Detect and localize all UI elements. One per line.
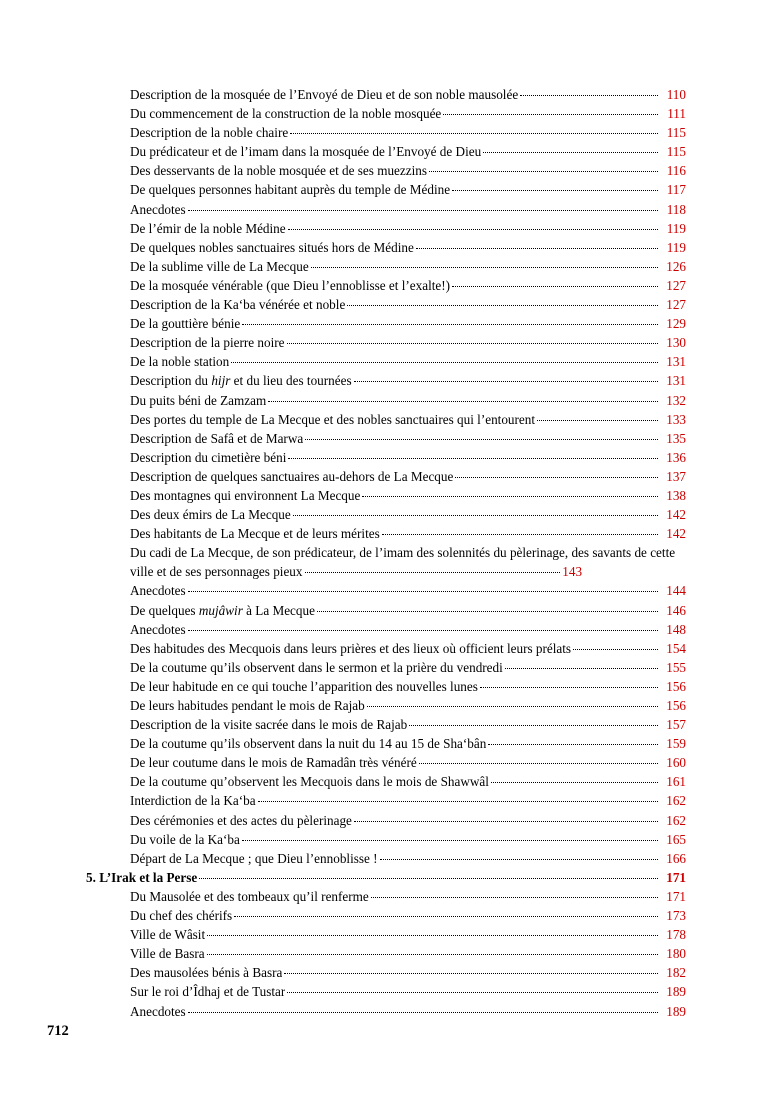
toc-entry[interactable] <box>86 925 686 944</box>
toc-page-number: 142 <box>666 507 686 523</box>
toc-leader-dots <box>199 878 658 879</box>
toc-entry-label: De quelques nobles sanctuaires situés hors de Médine <box>130 239 414 255</box>
toc-page-number: 180 <box>666 946 686 962</box>
toc-entry-label: De la coutume qu’ils observent dans le sermon et la prière du vendredi <box>130 659 503 675</box>
toc-leader-dots <box>354 821 658 822</box>
toc-entry[interactable] <box>86 371 686 390</box>
toc-leader-dots <box>380 859 658 860</box>
toc-entry[interactable] <box>86 391 686 410</box>
toc-entry[interactable] <box>86 944 686 963</box>
toc-entry[interactable] <box>86 581 686 600</box>
toc-entry[interactable] <box>86 734 686 753</box>
toc-entry-label: Départ de La Mecque ; que Dieu l’ennoblisse ! <box>130 850 378 866</box>
toc-page-number: 160 <box>666 755 686 771</box>
toc-leader-dots <box>188 591 658 592</box>
toc-leader-dots <box>488 744 658 745</box>
toc-entry[interactable] <box>86 85 686 104</box>
toc-leader-dots <box>520 95 658 96</box>
toc-entry-label: Du voile de la Ka‘ba <box>130 831 240 847</box>
toc-page-number: 173 <box>666 908 686 924</box>
toc-page-number: 143 <box>562 564 583 580</box>
toc-entry[interactable] <box>86 696 686 715</box>
toc-entry-label: Description du hijr et du lieu des tournées <box>130 373 352 389</box>
toc-page-number: 178 <box>666 927 686 943</box>
toc-leader-dots <box>207 954 658 955</box>
toc-entry-label: De l’émir de la noble Médine <box>130 220 286 236</box>
toc-page-number: 162 <box>666 812 686 828</box>
toc-leader-dots <box>287 343 658 344</box>
toc-entry[interactable] <box>86 620 686 639</box>
toc-entry-label: Anecdotes <box>130 621 186 637</box>
toc-page-number: 133 <box>666 411 686 427</box>
toc-leader-dots <box>317 611 658 612</box>
toc-entry[interactable] <box>86 467 686 486</box>
toc-leader-dots <box>480 687 658 688</box>
toc-section-entry[interactable] <box>86 868 686 887</box>
toc-leader-dots <box>284 973 658 974</box>
toc-page-number: 144 <box>666 583 686 599</box>
toc-entry[interactable] <box>86 219 686 238</box>
toc-leader-dots <box>419 763 658 764</box>
toc-leader-dots <box>371 897 658 898</box>
toc-entry[interactable] <box>86 543 686 581</box>
toc-entry-label: Interdiction de la Ka‘ba <box>130 793 256 809</box>
toc-page-number: 142 <box>666 526 686 542</box>
toc-entry[interactable] <box>86 963 686 982</box>
toc-page-number: 119 <box>666 220 686 236</box>
toc-entry[interactable] <box>86 1002 686 1021</box>
toc-entry[interactable] <box>86 200 686 219</box>
toc-leader-dots <box>416 248 658 249</box>
toc-page-number: 138 <box>666 487 686 503</box>
toc-page-number: 189 <box>666 1003 686 1019</box>
toc-page-number: 118 <box>666 201 686 217</box>
toc-page-number: 111 <box>667 106 686 122</box>
toc-leader-dots <box>288 229 658 230</box>
toc-entry[interactable] <box>86 639 686 658</box>
toc-entry-label: Du prédicateur et de l’imam dans la mosquée de l’Envoyé de Dieu <box>130 144 482 160</box>
toc-page-number: 127 <box>666 297 686 313</box>
toc-entry-label: 5. L’Irak et la Perse <box>86 869 198 885</box>
toc-entry-label: Anecdotes <box>130 1003 186 1019</box>
toc-page-number: 171 <box>666 869 686 885</box>
toc-page-number: 157 <box>666 717 686 733</box>
toc-leader-dots <box>452 190 658 191</box>
toc-page-number: 155 <box>666 659 686 675</box>
toc-entry[interactable] <box>86 238 686 257</box>
toc-leader-dots <box>505 668 658 669</box>
toc-entry[interactable] <box>86 448 686 467</box>
toc-entry-label: De leur habitude en ce qui touche l’apparition des nouvelles lunes <box>130 678 478 694</box>
toc-entry-label: Description de Safâ et de Marwa <box>130 430 304 446</box>
toc-entry[interactable] <box>86 715 686 734</box>
toc-entry-label: De la sublime ville de La Mecque <box>130 258 309 274</box>
toc-leader-dots <box>288 458 658 459</box>
toc-page-number: 131 <box>666 373 686 389</box>
toc-entry-label: Des mausolées bénis à Basra <box>130 965 283 981</box>
toc-entry[interactable] <box>86 276 686 295</box>
toc-leader-dots <box>347 305 658 306</box>
toc-entry-label: Des habitants de La Mecque et de leurs mérites <box>130 526 380 542</box>
toc-entry-label: Description de la visite sacrée dans le mois de Rajab <box>130 717 408 733</box>
toc-leader-dots <box>242 324 658 325</box>
toc-entry-label: De leurs habitudes pendant le mois de Rajab <box>130 698 365 713</box>
toc-leader-dots <box>188 1012 658 1013</box>
toc-entry[interactable] <box>86 982 686 1001</box>
toc-entry[interactable] <box>86 811 686 830</box>
toc-entry[interactable] <box>86 677 686 696</box>
toc-page-number: 132 <box>666 392 686 408</box>
toc-entry[interactable] <box>86 314 686 333</box>
toc-page-number: 110 <box>666 87 686 102</box>
toc-page-number: 161 <box>666 774 686 790</box>
toc-leader-dots <box>409 725 658 726</box>
toc-entry-label: Des cérémonies et des actes du pèlerinage <box>130 812 352 828</box>
toc-page-number: 129 <box>666 316 686 332</box>
toc-entry[interactable] <box>86 505 686 524</box>
toc-page-number: 130 <box>666 335 686 351</box>
toc-entry[interactable] <box>86 123 686 142</box>
toc-entry[interactable] <box>86 410 686 429</box>
toc-leader-dots <box>305 439 658 440</box>
toc-leader-dots <box>234 916 658 917</box>
page-folio-number: 712 <box>47 1023 69 1039</box>
toc-leader-dots <box>290 133 658 134</box>
toc-page-number: 156 <box>666 678 686 694</box>
toc-leader-dots <box>452 286 658 287</box>
toc-leader-dots <box>258 801 658 802</box>
toc-page-number: 135 <box>666 430 686 446</box>
toc-page-number: 166 <box>666 850 686 866</box>
toc-leader-dots <box>305 572 561 573</box>
toc-entry-label: Description de la pierre noire <box>130 335 285 351</box>
toc-entry-label: De leur coutume dans le mois de Ramadân très vénéré <box>130 755 417 771</box>
toc-entry[interactable] <box>86 753 686 772</box>
toc-entry-label: De la gouttière bénie <box>130 316 241 332</box>
toc-page-number: 162 <box>666 793 686 809</box>
toc-entry-label: Description de la noble chaire <box>130 125 289 141</box>
toc-page-number: 119 <box>666 239 686 255</box>
toc-entry[interactable] <box>86 257 686 276</box>
toc-page-number: 182 <box>666 965 686 981</box>
toc-entry[interactable] <box>86 791 686 810</box>
toc-entry-label: Anecdotes <box>130 201 186 217</box>
toc-page-number: 116 <box>666 163 686 179</box>
toc-entry-label: Description de la Ka‘ba vénérée et noble <box>130 297 346 313</box>
toc-leader-dots <box>367 706 658 707</box>
toc-page-number: 126 <box>666 258 686 274</box>
toc-page-number: 136 <box>666 449 686 465</box>
toc-leader-dots <box>207 935 658 936</box>
toc-entry[interactable] <box>86 180 686 199</box>
toc-entry[interactable] <box>86 104 686 123</box>
toc-leader-dots <box>483 152 658 153</box>
toc-page-number: 189 <box>666 984 686 1000</box>
toc-page-number: 131 <box>666 354 686 370</box>
toc-entry[interactable] <box>86 830 686 849</box>
toc-entry-label: De quelques personnes habitant auprès du temple de Médine <box>130 182 451 198</box>
table-of-contents <box>86 85 686 1021</box>
toc-entry[interactable] <box>86 601 686 620</box>
toc-entry-label: De la mosquée vénérable (que Dieu l’ennoblisse et l’exalte!) <box>130 277 451 293</box>
toc-leader-dots <box>287 992 658 993</box>
toc-entry-label: Des portes du temple de La Mecque et des nobles sanctuaires qui l’entourent <box>130 411 536 427</box>
toc-page-number: 117 <box>666 182 686 198</box>
toc-leader-dots <box>231 362 658 363</box>
toc-leader-dots <box>443 114 658 115</box>
toc-entry-label: Description de quelques sanctuaires au-dehors de La Mecque <box>130 468 454 484</box>
toc-entry[interactable] <box>86 161 686 180</box>
toc-leader-dots <box>537 420 658 421</box>
toc-entry[interactable] <box>86 849 686 868</box>
toc-entry-label: Sur le roi d’Îdhaj et de Tustar <box>130 984 286 1000</box>
toc-entry-label: Des deux émirs de La Mecque <box>130 507 291 523</box>
toc-entry[interactable] <box>86 524 686 543</box>
toc-page-number: 137 <box>666 468 686 484</box>
toc-page-number: 148 <box>666 621 686 637</box>
toc-page-number: 127 <box>666 277 686 293</box>
toc-page-number: 159 <box>666 736 686 752</box>
toc-leader-dots <box>311 267 658 268</box>
toc-entry-label: De la noble station <box>130 354 230 370</box>
toc-leader-dots <box>242 840 658 841</box>
toc-page-number: 171 <box>666 888 686 904</box>
toc-entry-label: Ville de Basra <box>130 946 205 962</box>
toc-entry[interactable] <box>86 295 686 314</box>
toc-leader-dots <box>491 782 658 783</box>
toc-entry-label: De la coutume qu’ils observent dans la nuit du 14 au 15 de Sha‘bân <box>130 736 487 752</box>
toc-leader-dots <box>362 496 658 497</box>
toc-page-number: 165 <box>666 831 686 847</box>
toc-entry[interactable] <box>86 429 686 448</box>
toc-entry[interactable] <box>86 142 686 161</box>
toc-entry-label: Des montagnes qui environnent La Mecque <box>130 487 361 503</box>
toc-entry[interactable] <box>86 658 686 677</box>
toc-leader-dots <box>455 477 658 478</box>
toc-entry-label: Du puits béni de Zamzam <box>130 392 267 408</box>
toc-entry[interactable] <box>86 887 686 906</box>
toc-leader-dots <box>293 515 658 516</box>
toc-entry-label: Description de la mosquée de l’Envoyé de Dieu et de son noble mausolée <box>130 87 519 102</box>
toc-entry-label: Du chef des chérifs <box>130 908 233 924</box>
toc-entry-label: Des habitudes des Mecquois dans leurs prières et des lieux où officient leurs prélats <box>130 640 572 656</box>
toc-page-number: 115 <box>666 125 686 141</box>
toc-page-number: 115 <box>666 144 686 160</box>
toc-entry-label: Description du cimetière béni <box>130 449 287 465</box>
toc-leader-dots <box>573 649 658 650</box>
toc-leader-dots <box>382 534 658 535</box>
toc-leader-dots <box>188 630 658 631</box>
toc-leader-dots <box>268 401 658 402</box>
toc-entry[interactable] <box>86 333 686 352</box>
toc-leader-dots <box>429 171 658 172</box>
toc-page-number: 156 <box>666 698 686 713</box>
toc-leader-dots <box>188 210 658 211</box>
toc-entry-label: Du cadi de La Mecque, de son prédicateur, de l’imam des solennités du pèlerinage, des savants de cette ville et de ses personnages pieux <box>130 545 676 580</box>
toc-entry[interactable] <box>86 772 686 791</box>
toc-entry[interactable] <box>86 906 686 925</box>
toc-entry-label: Ville de Wâsit <box>130 927 206 943</box>
toc-entry-label: Du Mausolée et des tombeaux qu’il renferme <box>130 888 369 904</box>
toc-entry-label: Du commencement de la construction de la noble mosquée <box>130 106 442 122</box>
toc-leader-dots <box>354 381 658 382</box>
toc-page-number: 154 <box>666 640 686 656</box>
toc-entry-label: Anecdotes <box>130 583 186 599</box>
toc-page-number: 146 <box>666 602 686 618</box>
toc-entry[interactable] <box>86 486 686 505</box>
toc-entry-label: Des desservants de la noble mosquée et de ses muezzins <box>130 163 427 179</box>
toc-entry[interactable] <box>86 352 686 371</box>
toc-entry-label: De la coutume qu’observent les Mecquois dans le mois de Shawwâl <box>130 774 489 790</box>
toc-entry-label: De quelques mujâwir à La Mecque <box>130 602 315 618</box>
